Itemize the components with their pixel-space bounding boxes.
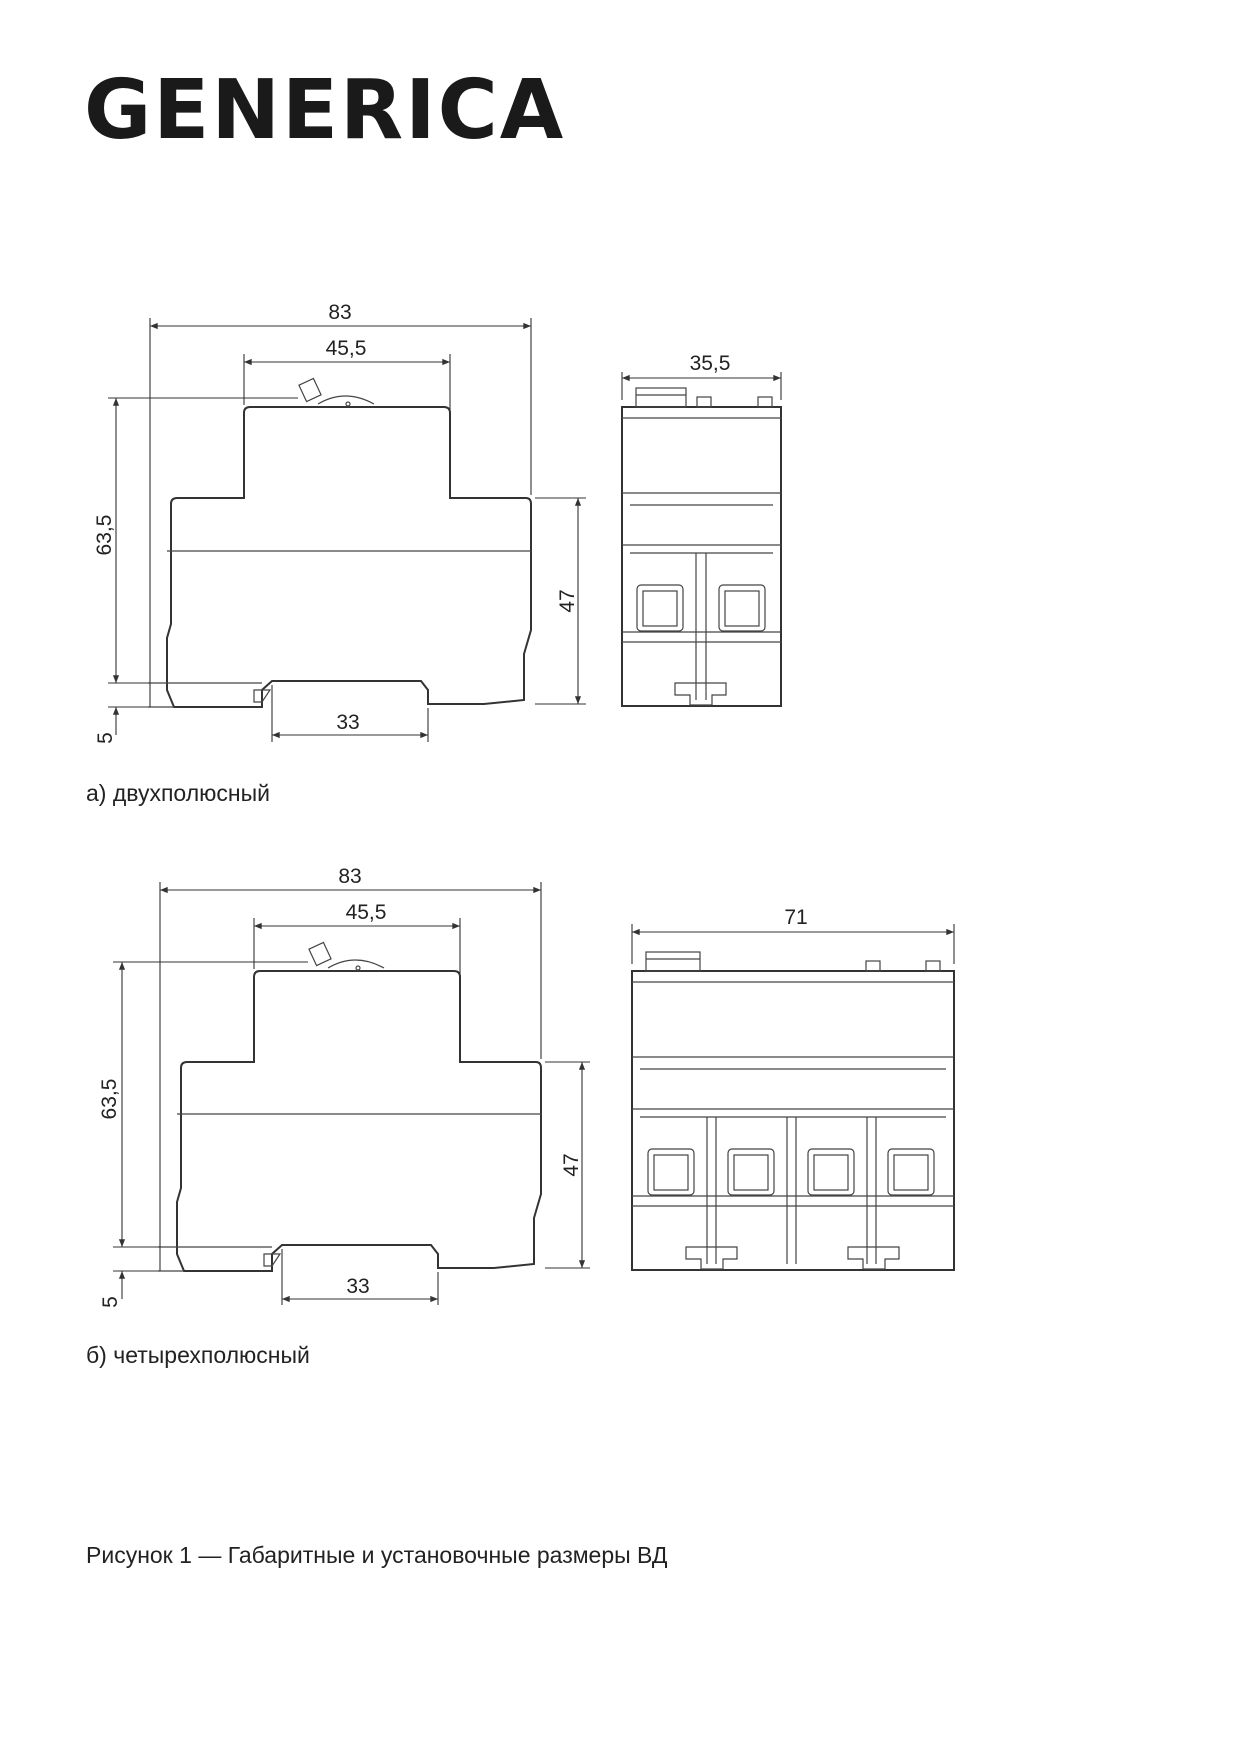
dim-b-top-width: 45,5: [345, 901, 387, 924]
dim-b-front-width: 71: [784, 906, 808, 929]
dim-a-body-height: 47: [556, 589, 579, 613]
dim-b-body-height: 47: [560, 1153, 583, 1177]
figure-a-front-view: [622, 352, 781, 706]
dim-a-height-total: 63,5: [93, 514, 116, 556]
dim-a-rail-offset: 5: [94, 732, 117, 744]
dim-b-rail-width: 33: [346, 1275, 370, 1298]
figure-b-side-view: [98, 865, 590, 1308]
figure-b-caption: б) четырехполюсный: [86, 1342, 310, 1368]
dim-a-front-width: 35,5: [689, 352, 731, 375]
figure-caption: Рисунок 1 — Габаритные и установочные размеры ВД: [86, 1542, 668, 1568]
dim-b-overall-width: 83: [338, 865, 362, 888]
dim-a-overall-width: 83: [328, 301, 352, 324]
figure-a-caption: а) двухполюсный: [86, 780, 270, 806]
dim-b-rail-offset: 5: [99, 1296, 122, 1308]
figure-b-front-view: [632, 906, 954, 1270]
dim-a-rail-width: 33: [336, 711, 360, 734]
dim-b-height-total: 63,5: [98, 1078, 121, 1120]
figure-a-side-view: [93, 301, 586, 744]
dim-a-top-width: 45,5: [325, 337, 367, 360]
brand-logo: GENERICA: [84, 63, 566, 158]
